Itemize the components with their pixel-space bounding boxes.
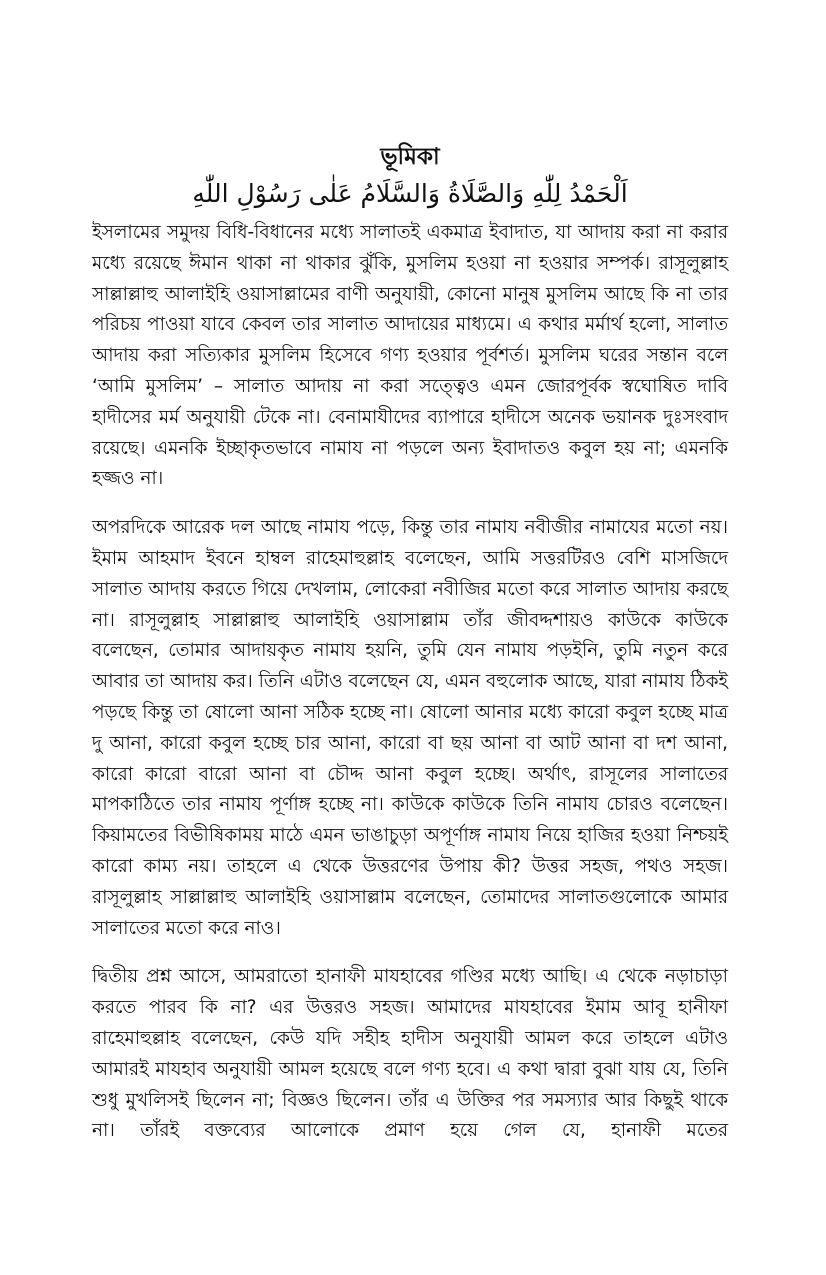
paragraph-1: ইসলামের সমুদয় বিধি-বিধানের মধ্যে সালাতই একমাত্র ইবাদাত, যা আদায় করা না করার মধ্যে রয়েছে ঈমান থাকা না থাকার ঝুঁকি, মুসলিম হওয়া না হওয়ার সম্পর্ক। রাসূলুল্লাহ সাল্লাল্লাহু আলাইহি ওয়াসাল্লামের বাণী অনুযায়ী, কোনো মানুষ মুসলিম আছে কি না তার পরিচয় পাওয়া যাবে কেবল তার সালাত আদায়ের মাধ্যমে। এ কথার মর্মার্থ হলো, সালাত আদায় করা সত্যিকার মুসলিম হিসেবে গণ্য হওয়ার পূর্বশর্ত। মুসলিম ঘরের সন্তান বলে ‘আমি মুসলিম’ – সালাত আদায় না করা সত্ত্বেও এমন জোরপূর্বক স্বঘোষিত দাবি হাদীসের মর্ম অনুযায়ী টেকে না। বেনামাযীদের ব্যাপারে হাদীসে অনেক ভয়ানক দুঃসংবাদ রয়েছে। এমনকি ইচ্ছাকৃতভাবে নামায না পড়লে অন্য ইবাদাতও কবুল হয় না; এমনকি হজ্জও না। bbox=[92, 222, 728, 490]
document-page bbox=[92, 142, 728, 1165]
paragraph-2: অপরদিকে আরেক দল আছে নামায পড়ে, কিন্তু তার নামায নবীজীর নামাযের মতো নয়। ইমাম আহমাদ ইবনে হাম্বল রাহেমাহুল্লাহ বলেছেন, আমি সত্তরটিরও বেশি মাসজিদে সালাত আদায় করতে গিয়ে দেখলাম, লোকেরা নবীজির মতো করে সালাত আদায় করছে না। রাসূলুল্লাহ সাল্লাল্লাহু আলাইহি ওয়াসাল্লাম তাঁর জীবদ্দশায়ও কাউকে কাউকে বলেছেন, তোমার আদায়কৃত নামায হয়নি, তুমি যেন নামায পড়ইনি, তুমি নতুন করে আবার তা আদায় কর। তিনি এটাও বলেছেন যে, এমন বহুলোক আছে, যারা নামায ঠিকই পড়ছে কিন্তু তা ষোলো আনা সঠিক হচ্ছে না। ষোলো আনার মধ্যে কারো কবুল হচ্ছে মাত্র দু আনা, কারো কবুল হচ্ছে চার আনা, কারো বা ছয় আনা বা আট আনা বা দশ আনা, কারো কারো বারো আনা বা চৌদ্দ আনা কবুল হচ্ছে। অর্থাৎ, রাসূলের সালাতের মাপকাঠিতে তার নামায পূর্ণাঙ্গ হচ্ছে না। কাউকে কাউকে তিনি নামায চোরও বলেছেন। কিয়ামতের বিভীষিকাময় মাঠে এমন ভাঙাচুড়া অপূর্ণাঙ্গ নামায নিয়ে হাজির হওয়া নিশ্চয়ই কারো কাম্য নয়। তাহলে এ থেকে উত্তরণের উপায় কী? উত্তর সহজ, পথও সহজ। রাসূলুল্লাহ সাল্লাল্লাহু আলাইহি ওয়াসাল্লাম বলেছেন, তোমাদের সালাতগুলোকে আমার সালাতের মতো করে নাও। bbox=[92, 517, 728, 939]
page-title: ভূমিকা bbox=[380, 144, 440, 170]
arabic-invocation: اَلْحَمْدُ لِلّٰهِ وَالصَّلَاةُ وَالسَّلَامُ عَلٰى رَسُوْلِ اللّٰهِ bbox=[192, 179, 628, 208]
paragraph-3: দ্বিতীয় প্রশ্ন আসে, আমরাতো হানাফী মাযহাবের গণ্ডির মধ্যে আছি। এ থেকে নড়াচাড়া করতে পারব কি না? এর উত্তরও সহজ। আমাদের মাযহাবের ইমাম আবূ হানীফা রাহেমাহুল্লাহ বলেছেন, কেউ যদি সহীহ হাদীস অনুযায়ী আমল করে তাহলে এটাও আমারই মাযহাব অনুযায়ী আমল হয়েছে বলে গণ্য হবে। এ কথা দ্বারা বুঝা যায় যে, তিনি শুধু মুখলিসই ছিলেন না; বিজ্ঞও ছিলেন। তাঁর এ উক্তির পর সমস্যার আর কিছুই থাকে না। তাঁরই বক্তব্যের আলোকে প্রমাণ হয়ে গেল যে, হানাফী মতের bbox=[92, 966, 728, 1142]
